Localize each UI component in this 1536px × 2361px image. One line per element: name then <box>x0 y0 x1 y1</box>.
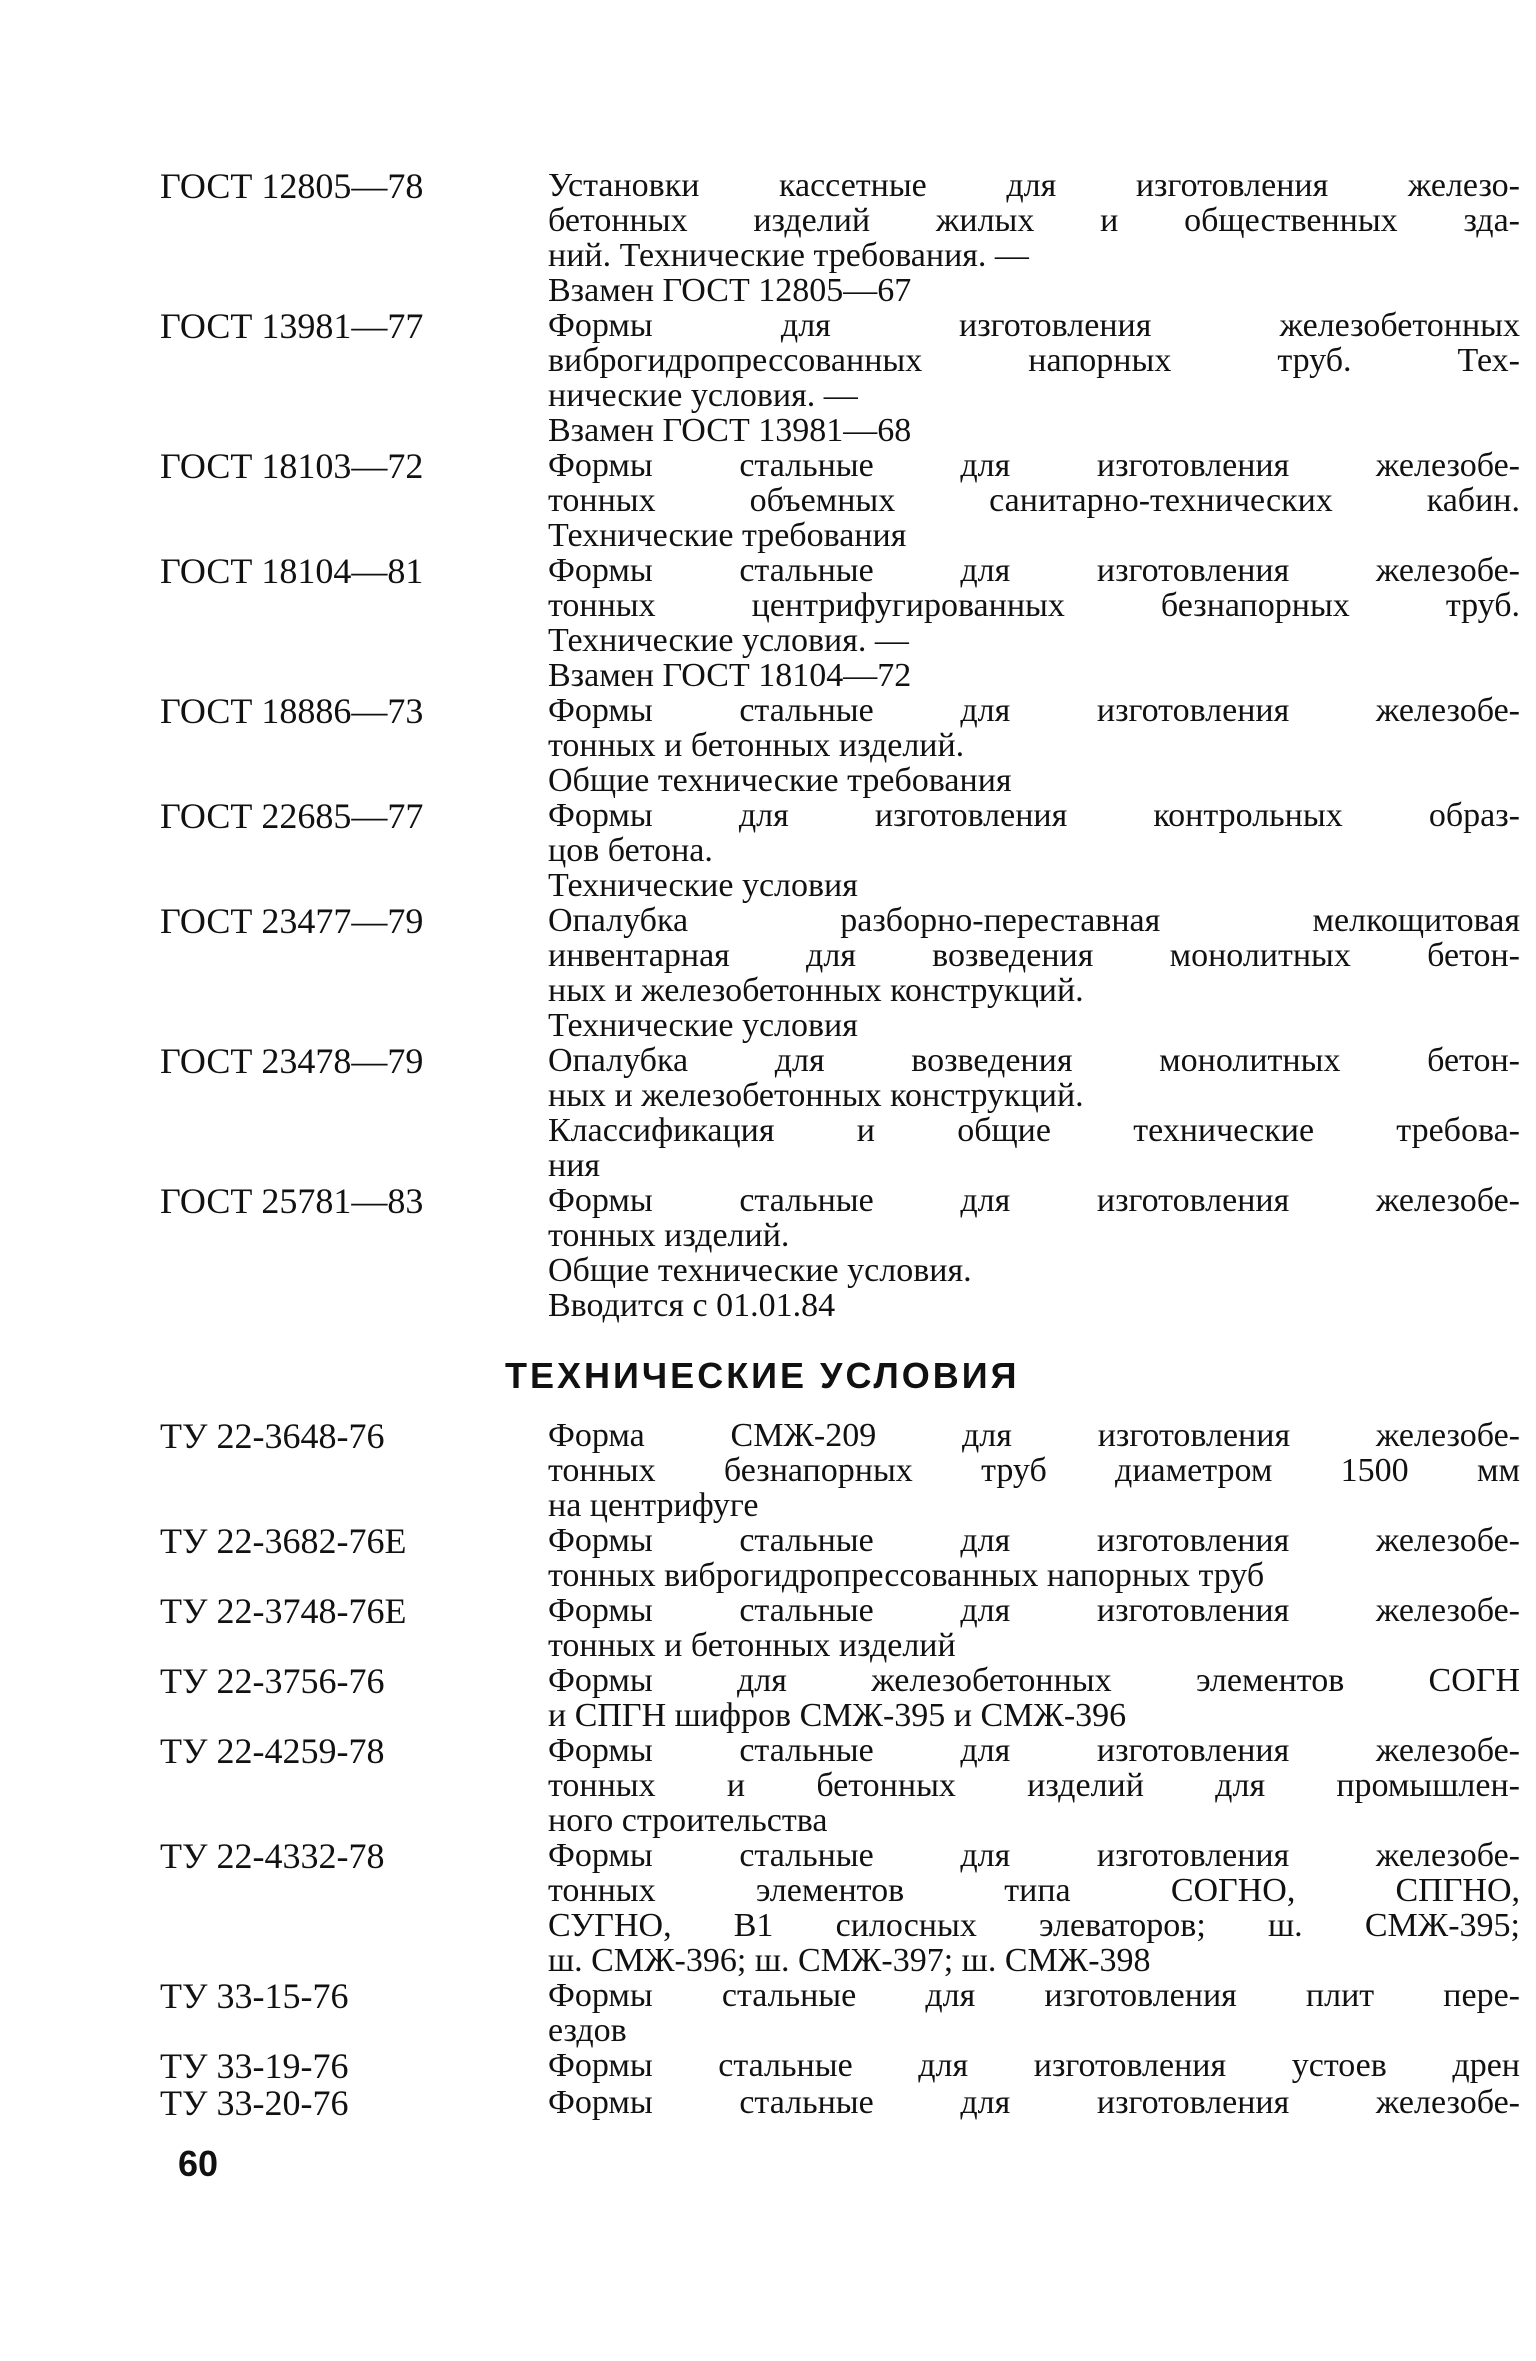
standard-code: ГОСТ 25781—83 <box>160 1181 424 1221</box>
standard-description <box>548 1183 1520 1323</box>
description-line: ных и железобетонных конструкций. <box>548 1077 1084 1114</box>
standard-code: ГОСТ 18104—81 <box>160 551 424 591</box>
description-line: ния <box>548 1147 601 1184</box>
standard-description <box>548 798 1520 903</box>
description-line: Формы стальные для изготовления устоев дрен <box>548 2047 1520 2084</box>
standard-code: ТУ 22-3682-76Е <box>160 1521 407 1561</box>
description-line: Формы стальные для изготовления железобе- <box>548 552 1520 589</box>
standard-code: ГОСТ 23478—79 <box>160 1041 424 1081</box>
description-line: тонных и бетонных изделий для промышлен- <box>548 1767 1520 1804</box>
standard-code: ГОСТ 23477—79 <box>160 901 424 941</box>
description-line: Форма СМЖ-209 для изготовления железобе- <box>548 1417 1520 1454</box>
standard-description <box>548 168 1520 308</box>
standard-code: ТУ 22-3748-76Е <box>160 1591 407 1631</box>
description-line: нические условия. — <box>548 377 858 414</box>
description-line: Формы стальные для изготовления железобе- <box>548 1182 1520 1219</box>
description-line: и СПГН шифров СМЖ-395 и СМЖ-396 <box>548 1697 1127 1734</box>
standard-code: ТУ 33-20-76 <box>160 2083 349 2123</box>
standard-description <box>548 2048 1520 2083</box>
description-line: СУГНО, В1 силосных элеваторов; ш. СМЖ-395; <box>548 1907 1520 1944</box>
description-line: Взамен ГОСТ 13981—68 <box>548 412 912 449</box>
standard-description <box>548 903 1520 1043</box>
description-line: тонных и бетонных изделий <box>548 1627 956 1664</box>
description-line: Формы стальные для изготовления железобе- <box>548 1522 1520 1559</box>
standard-description <box>548 1523 1520 1593</box>
standard-description <box>548 553 1520 693</box>
standard-description <box>548 1418 1520 1523</box>
description-line: ний. Технические требования. — <box>548 237 1029 274</box>
description-line: Опалубка для возведения монолитных бетон- <box>548 1042 1520 1079</box>
description-line: Установки кассетные для изготовления железо- <box>548 167 1520 204</box>
description-line: тонных центрифугированных безнапорных труб. <box>548 587 1520 624</box>
description-line: ездов <box>548 2012 627 2049</box>
standard-code: ТУ 33-19-76 <box>160 2046 349 2086</box>
description-line: Взамен ГОСТ 12805—67 <box>548 272 912 309</box>
description-line: Технические условия <box>548 1007 858 1044</box>
standard-description <box>548 2085 1520 2120</box>
description-line: Технические условия <box>548 867 858 904</box>
standard-code: ГОСТ 18103—72 <box>160 446 424 486</box>
description-line: Формы стальные для изготовления железобе- <box>548 692 1520 729</box>
standard-code: ТУ 22-3756-76 <box>160 1661 385 1701</box>
description-line: Вводится с 01.01.84 <box>548 1287 836 1324</box>
description-line: Формы стальные для изготовления железобе- <box>548 2084 1520 2121</box>
standard-description <box>548 1978 1520 2048</box>
description-line: тонных и бетонных изделий. <box>548 727 965 764</box>
description-line: ного строительства <box>548 1802 828 1839</box>
description-line: тонных безнапорных труб диаметром 1500 мм <box>548 1452 1520 1489</box>
description-line: тонных виброгидропрессованных напорных труб <box>548 1557 1265 1594</box>
description-line: тонных объемных санитарно-технических кабин. <box>548 482 1520 519</box>
standard-description <box>548 448 1520 553</box>
standard-description <box>548 1593 1520 1663</box>
standard-description <box>548 308 1520 448</box>
description-line: цов бетона. <box>548 832 713 869</box>
description-line: Технические условия. — <box>548 622 909 659</box>
description-line: Формы для изготовления контрольных образ- <box>548 797 1520 834</box>
standard-description <box>548 1043 1520 1183</box>
description-line: тонных элементов типа СОГНО, СПГНО, <box>548 1872 1520 1909</box>
page-number: 60 <box>178 2143 219 2184</box>
description-line: Формы для железобетонных элементов СОГН <box>548 1662 1520 1699</box>
description-line: Классификация и общие технические требова- <box>548 1112 1520 1149</box>
description-line: Формы стальные для изготовления железобе- <box>548 1732 1520 1769</box>
standard-code: ГОСТ 12805—78 <box>160 166 424 206</box>
standard-description <box>548 1733 1520 1838</box>
description-line: инвентарная для возведения монолитных бетон- <box>548 937 1520 974</box>
description-line: бетонных изделий жилых и общественных зда- <box>548 202 1520 239</box>
description-line: Формы для изготовления железобетонных <box>548 307 1520 344</box>
description-line: Общие технические требования <box>548 762 1012 799</box>
description-line: виброгидропрессованных напорных труб. Тех- <box>548 342 1520 379</box>
standard-code: ГОСТ 18886—73 <box>160 691 424 731</box>
description-line: тонных изделий. <box>548 1217 790 1254</box>
description-line: на центрифуге <box>548 1487 759 1524</box>
standard-code: ТУ 33-15-76 <box>160 1976 349 2016</box>
standard-description <box>548 1663 1520 1733</box>
standard-code: ГОСТ 13981—77 <box>160 306 424 346</box>
description-line: Опалубка разборно-переставная мелкощитовая <box>548 902 1520 939</box>
standard-code: ТУ 22-4259-78 <box>160 1731 385 1771</box>
standard-code: ТУ 22-4332-78 <box>160 1836 385 1876</box>
description-line: Общие технические условия. <box>548 1252 972 1289</box>
description-line: Формы стальные для изготовления плит пере- <box>548 1977 1520 2014</box>
description-line: ных и железобетонных конструкций. <box>548 972 1084 1009</box>
standard-description <box>548 1838 1520 1978</box>
description-line: Технические требования <box>548 517 907 554</box>
standard-code: ГОСТ 22685—77 <box>160 796 424 836</box>
standard-code: ТУ 22-3648-76 <box>160 1416 385 1456</box>
description-line: ш. СМЖ-396; ш. СМЖ-397; ш. СМЖ-398 <box>548 1942 1151 1979</box>
standard-description <box>548 693 1520 798</box>
section-heading: ТЕХНИЧЕСКИЕ УСЛОВИЯ <box>505 1355 1020 1396</box>
description-line: Формы стальные для изготовления железобе- <box>548 1592 1520 1629</box>
description-line: Формы стальные для изготовления железобе- <box>548 1837 1520 1874</box>
description-line: Формы стальные для изготовления железобе- <box>548 447 1520 484</box>
description-line: Взамен ГОСТ 18104—72 <box>548 657 912 694</box>
